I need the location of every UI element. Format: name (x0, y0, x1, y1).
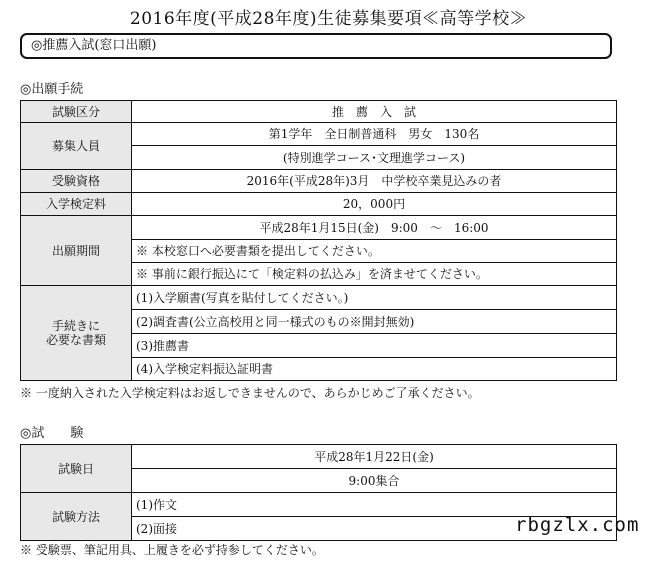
document-item: (2)調査書(公立高校用と同一様式のもの※開封無効) (132, 310, 617, 334)
page-title: 2016年度(平成28年度)生徒募集要項≪高等学校≫ (129, 9, 528, 29)
table-row (21, 170, 617, 193)
table-row (21, 286, 617, 310)
capacity-line-1: 第1学年 全日制普通科 男女 130名 (132, 123, 617, 146)
period-line-3: ※ 事前に銀行振込にて「検定料の払込み」を済ませてください。 (132, 263, 617, 286)
documents-label (21, 286, 132, 381)
exam-items-note: ※ 受験票、筆記用具、上履きを必ず持参してください。 (20, 543, 324, 557)
documents-label-line-1: 手続きに (51, 319, 100, 333)
exam-method-item: (1)作文 (132, 493, 617, 517)
application-section-heading: ◎出願手続 (20, 82, 84, 97)
fee-refund-note: ※ 一度納入された入学検定料はお返しできませんので、あらかじめご了承ください。 (20, 386, 480, 400)
document-item: (1)入学願書(写真を貼付してください。) (132, 286, 617, 310)
fee-value: 20，000円 (132, 193, 617, 216)
eligibility-value: 2016年(平成28年)3月 中学校卒業見込みの者 (132, 170, 617, 193)
category-value: 推 薦 入 試 (132, 101, 617, 123)
document-item: (3)推薦書 (132, 334, 617, 358)
table-row (21, 101, 617, 123)
period-line-2: ※ 本校窓口へ必要書類を提出してください。 (132, 240, 617, 263)
period-line-1: 平成28年1月15日(金) 9:00 ～ 16:00 (132, 216, 617, 240)
eligibility-label: 受験資格 (21, 170, 132, 193)
fee-label: 入学検定料 (21, 193, 132, 216)
table-row (21, 445, 617, 469)
exam-type-banner: ◎推薦入試(窓口出願) (20, 33, 612, 59)
exam-date-line-2: 9:00集合 (132, 469, 617, 493)
table-row (21, 216, 617, 240)
exam-date-label: 試験日 (21, 445, 132, 493)
documents-label-line-2: 必要な書類 (45, 333, 106, 347)
application-table (20, 100, 617, 381)
exam-date-line-1: 平成28年1月22日(金) (132, 445, 617, 469)
document-item: (4)入学検定料振込証明書 (132, 358, 617, 381)
table-row (21, 123, 617, 146)
exam-method-label: 試験方法 (21, 493, 132, 541)
site-watermark: rbgzlx.com (515, 514, 640, 536)
capacity-label: 募集人員 (21, 123, 132, 170)
table-row (21, 193, 617, 216)
exam-method-item: (2)面接 (132, 517, 617, 541)
period-label: 出願期間 (21, 216, 132, 286)
table-row (21, 493, 617, 517)
category-label: 試験区分 (21, 101, 132, 123)
capacity-line-2: (特別進学コース･文理進学コース) (132, 146, 617, 170)
exam-section-heading: ◎試 験 (20, 426, 84, 441)
